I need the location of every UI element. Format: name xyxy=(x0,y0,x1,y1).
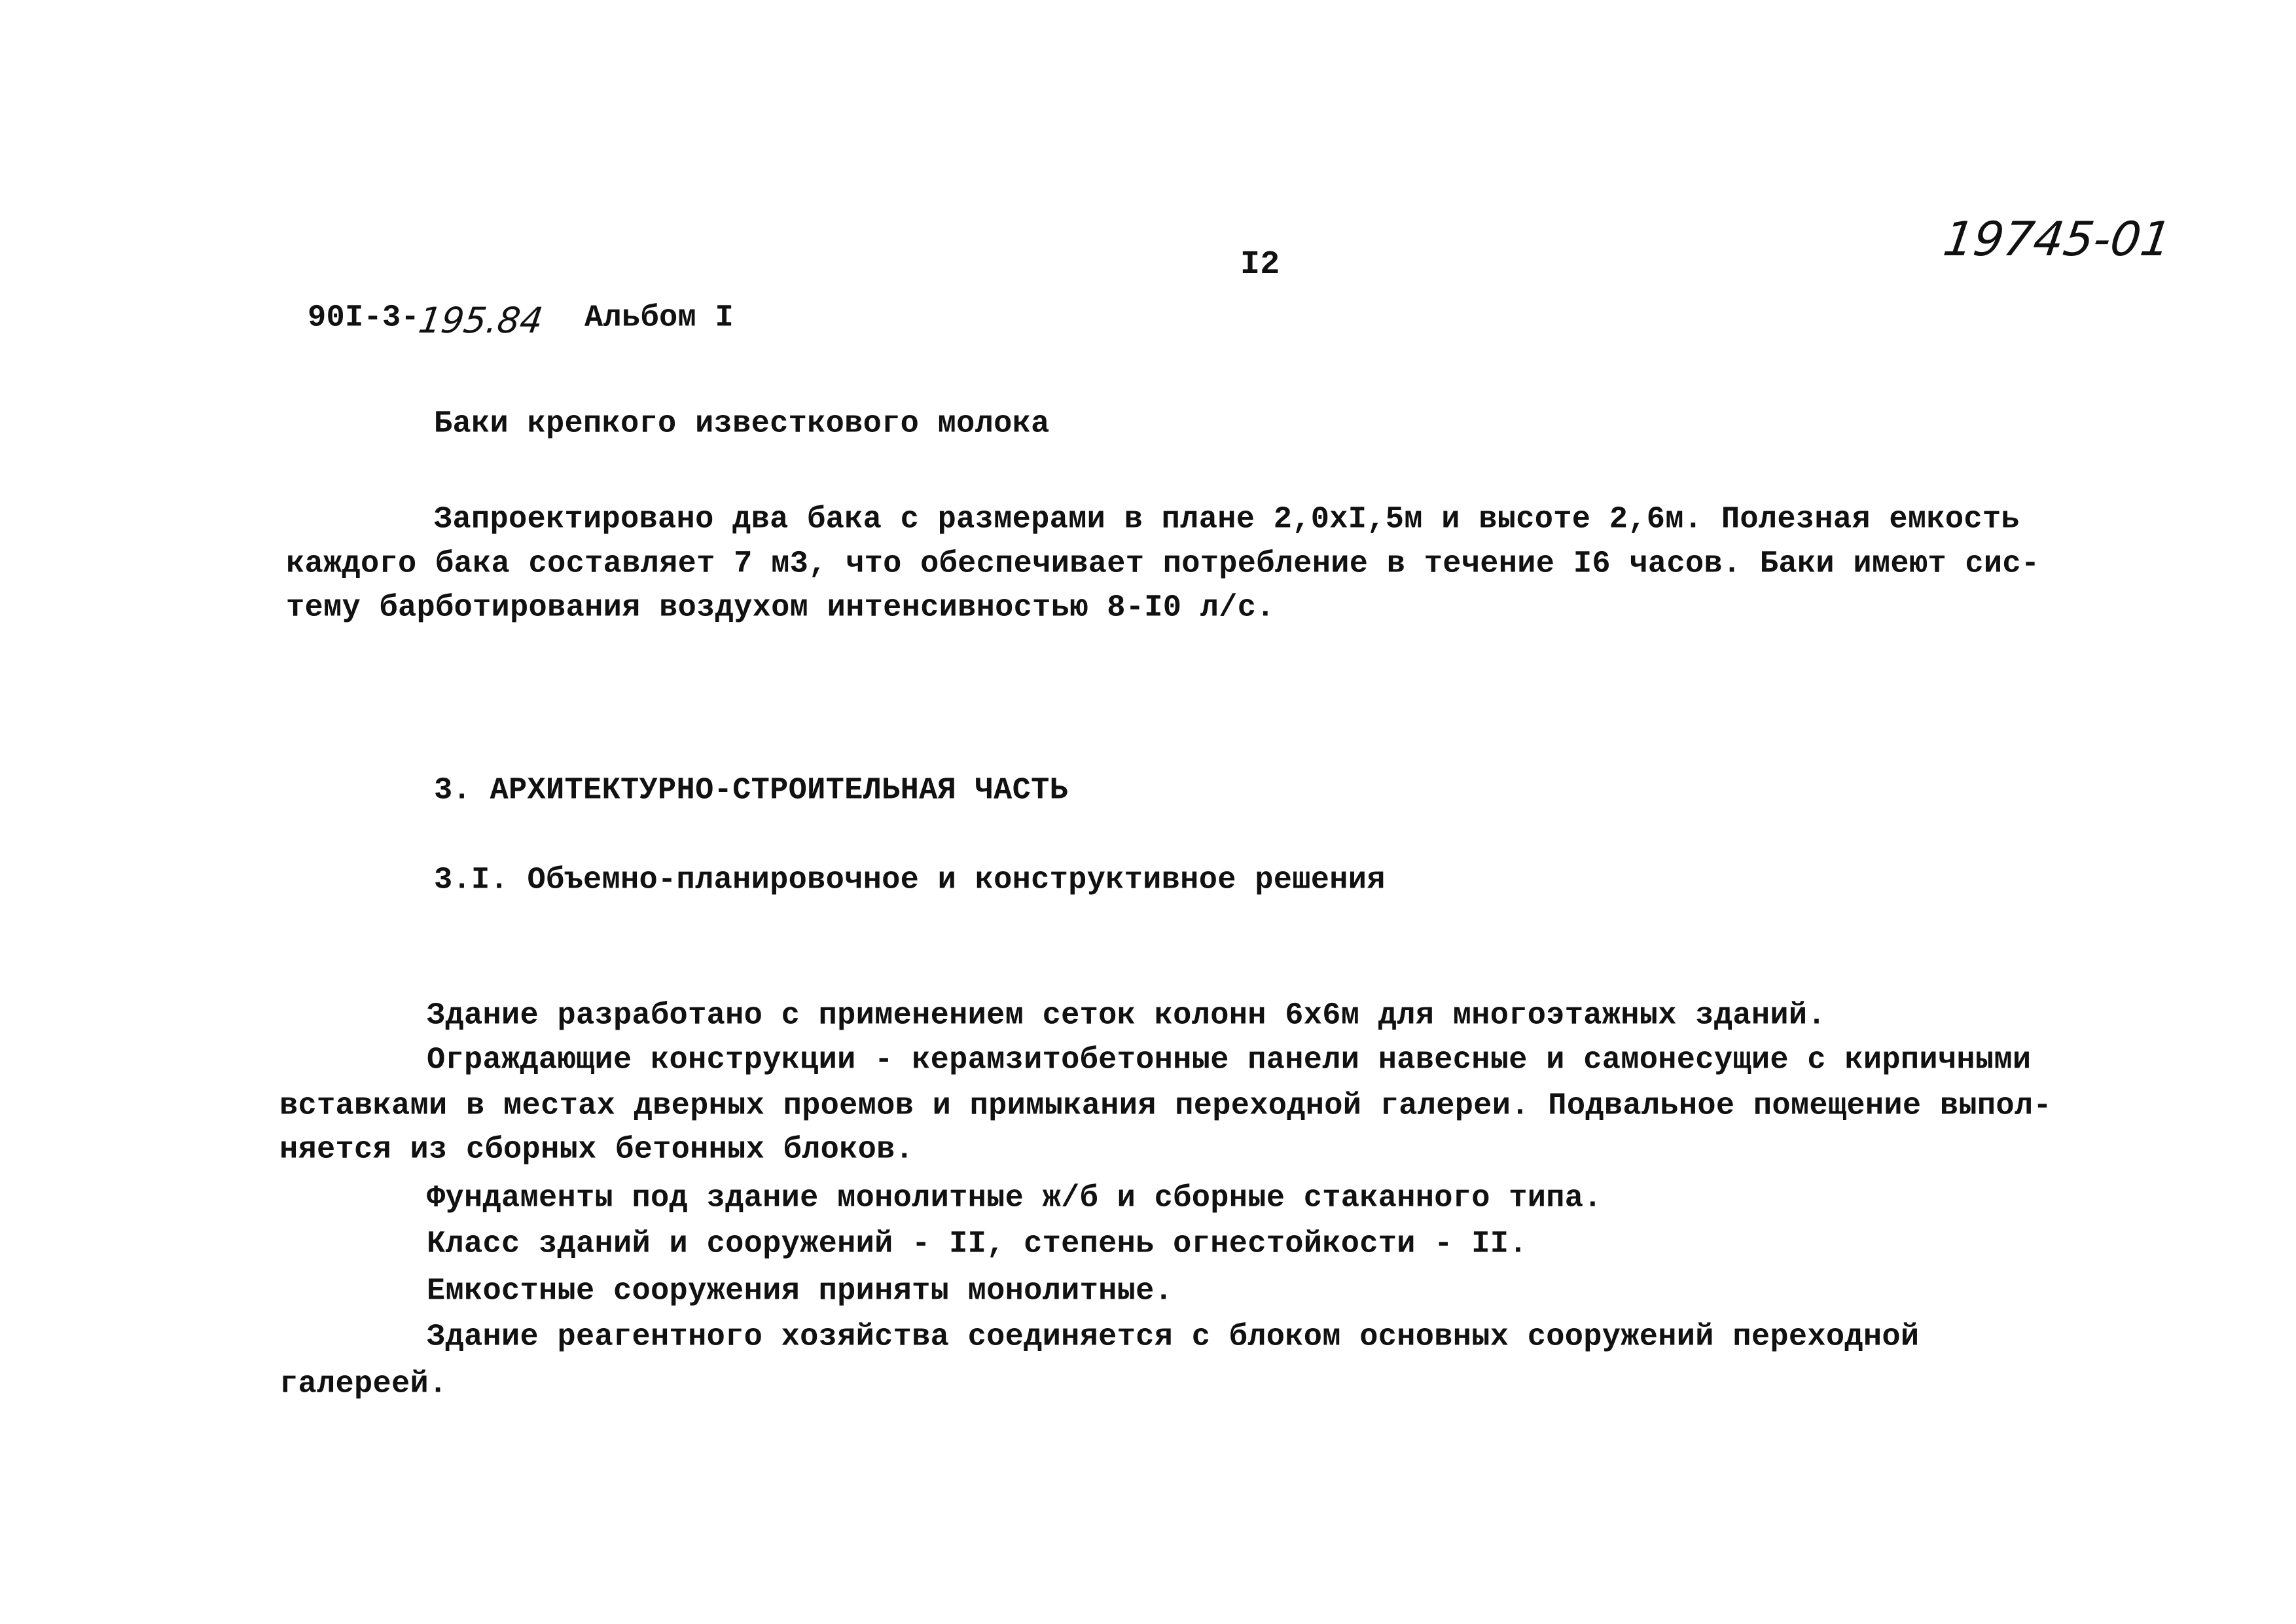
paragraph-line: вставками в местах дверных проемов и примыкания переходной галереи. Подвальное помещение выпол- xyxy=(279,1089,2052,1124)
album-label: Альбом I xyxy=(584,300,734,336)
paragraph-line: Здание реагентного хозяйства соединяется с блоком основных сооружений переходной xyxy=(427,1320,1920,1355)
paragraph-line: Ограждающие конструкции - керамзитобетонные панели навесные и самонесущие с кирпичными xyxy=(427,1043,2032,1078)
subsection-heading: 3.I. Объемно-планировочное и конструктивное решения xyxy=(434,863,1386,898)
page-number: I2 xyxy=(1240,246,1280,283)
inventory-number: 19745-01 xyxy=(1940,211,2175,266)
paragraph-line: Класс зданий и сооружений - II, степень огнестойкости - II. xyxy=(427,1227,1528,1262)
paragraph-line: Емкостные сооружения приняты монолитные. xyxy=(427,1274,1174,1309)
paragraph-line: Запроектировано два бака с размерами в плане 2,0хI,5м и высоте 2,6м. Полезная емкость xyxy=(434,502,2020,537)
paragraph-line: каждого бака составляет 7 м3, что обеспечивает потребление в течение I6 часов. Баки имеют сис- xyxy=(286,547,2040,582)
paragraph-line: Фундаменты под здание монолитные ж/б и сборные стаканного типа. xyxy=(427,1181,1602,1216)
section-heading: 3. АРХИТЕКТУРНО-СТРОИТЕЛЬНАЯ ЧАСТЬ xyxy=(434,773,1069,808)
doc-code-handwritten: 195.84 xyxy=(416,300,546,341)
section-tanks-title: Баки крепкого известкового молока xyxy=(434,406,1050,442)
paragraph-line: галереей. xyxy=(279,1367,448,1402)
paragraph-line: Здание разработано с применением сеток колонн 6х6м для многоэтажных зданий. xyxy=(427,998,1826,1034)
doc-code-prefix: 90I-3- xyxy=(308,300,420,336)
paragraph-line: тему барботирования воздухом интенсивностью 8-I0 л/с. xyxy=(286,590,1275,626)
paragraph-line: няется из сборных бетонных блоков. xyxy=(279,1132,914,1168)
